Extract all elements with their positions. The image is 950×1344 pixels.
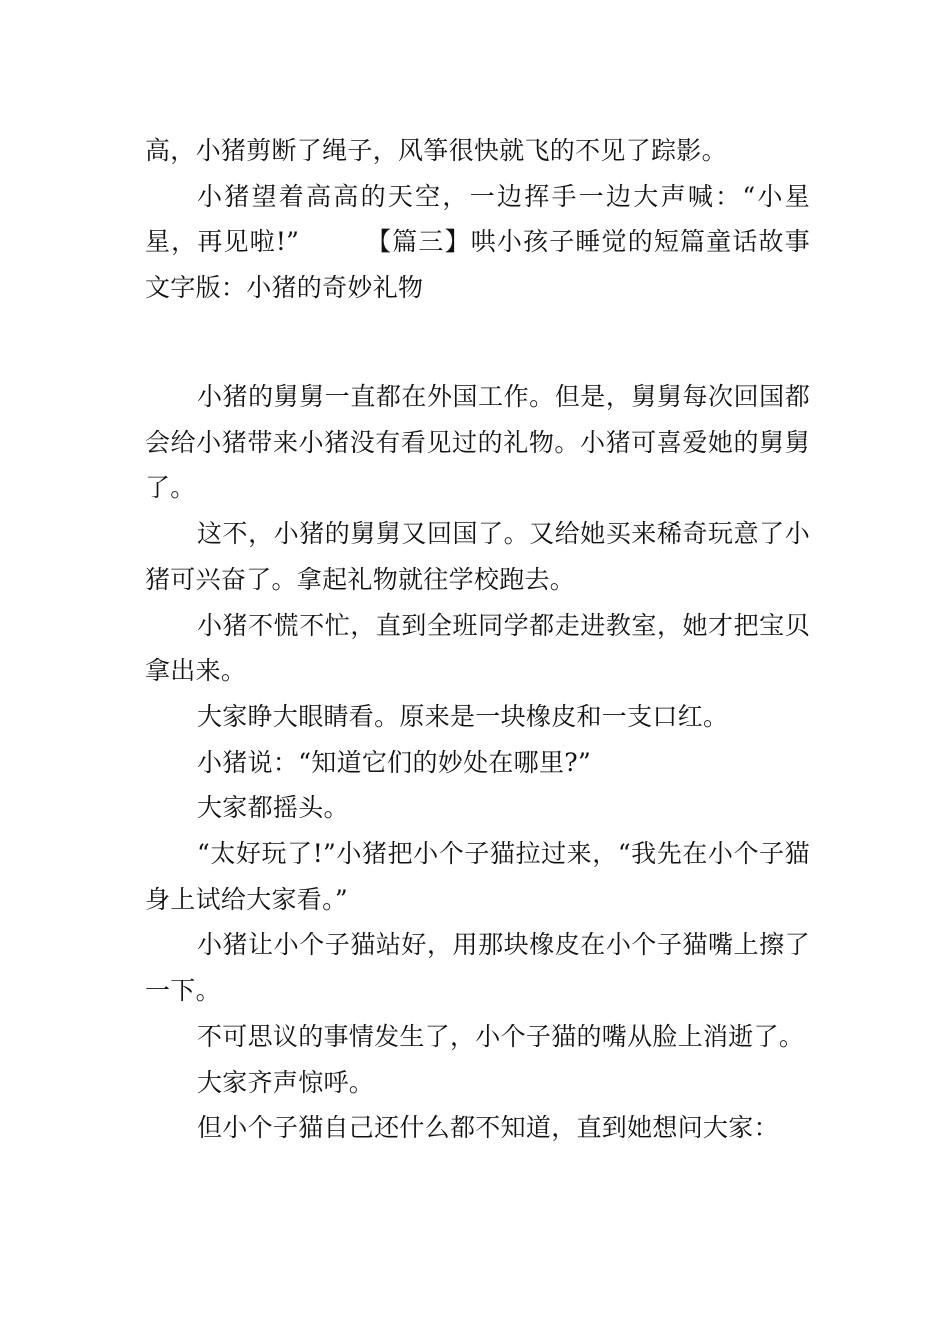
paragraph-10: 小猪让小个子猫站好，用那块橡皮在小个子猫嘴上擦了一下。 bbox=[145, 930, 810, 1006]
paragraph-11: 不可思议的事情发生了，小个子猫的嘴从脸上消逝了。 bbox=[197, 1021, 805, 1051]
paragraph-12: 大家齐声惊呼。 bbox=[197, 1067, 375, 1097]
paragraph-5: 小猪不慌不忙，直到全班同学都走进教室，她才把宝贝拿出来。 bbox=[145, 610, 810, 686]
paragraph-13: 但小个子猫自己还什么都不知道，直到她想问大家： bbox=[197, 1113, 779, 1143]
paragraph-9: “太好玩了!”小猪把小个子猫拉过来，“我先在小个子猫身上试给大家看。” bbox=[145, 839, 810, 914]
paragraph-1: 高，小猪剪断了绳子，风筝很快就飞的不见了踪影。 bbox=[145, 136, 727, 165]
paragraph-2: 小猪望着高高的天空，一边挥手一边大声喊：“小星星，再见啦!” 【篇三】哄小孩子睡觉的短篇童话故事文字版：小猪的奇妙礼物 bbox=[145, 181, 810, 303]
paragraph-8: 大家都摇头。 bbox=[197, 793, 349, 823]
paragraph-7: 小猪说：“知道它们的妙处在哪里?” bbox=[197, 747, 592, 777]
story-text-main bbox=[145, 374, 810, 1151]
story-text-top bbox=[145, 128, 810, 311]
paragraph-3: 小猪的舅舅一直都在外国工作。但是，舅舅每次回国都会给小猪带来小猪没有看见过的礼物。小猪可喜爱她的舅舅了。 bbox=[145, 382, 810, 503]
paragraph-4: 这不，小猪的舅舅又回国了。又给她买来稀奇玩意了小猪可兴奋了。拿起礼物就往学校跑去。 bbox=[145, 519, 810, 594]
paragraph-6: 大家睁大眼睛看。原来是一块橡皮和一支口红。 bbox=[197, 701, 729, 731]
